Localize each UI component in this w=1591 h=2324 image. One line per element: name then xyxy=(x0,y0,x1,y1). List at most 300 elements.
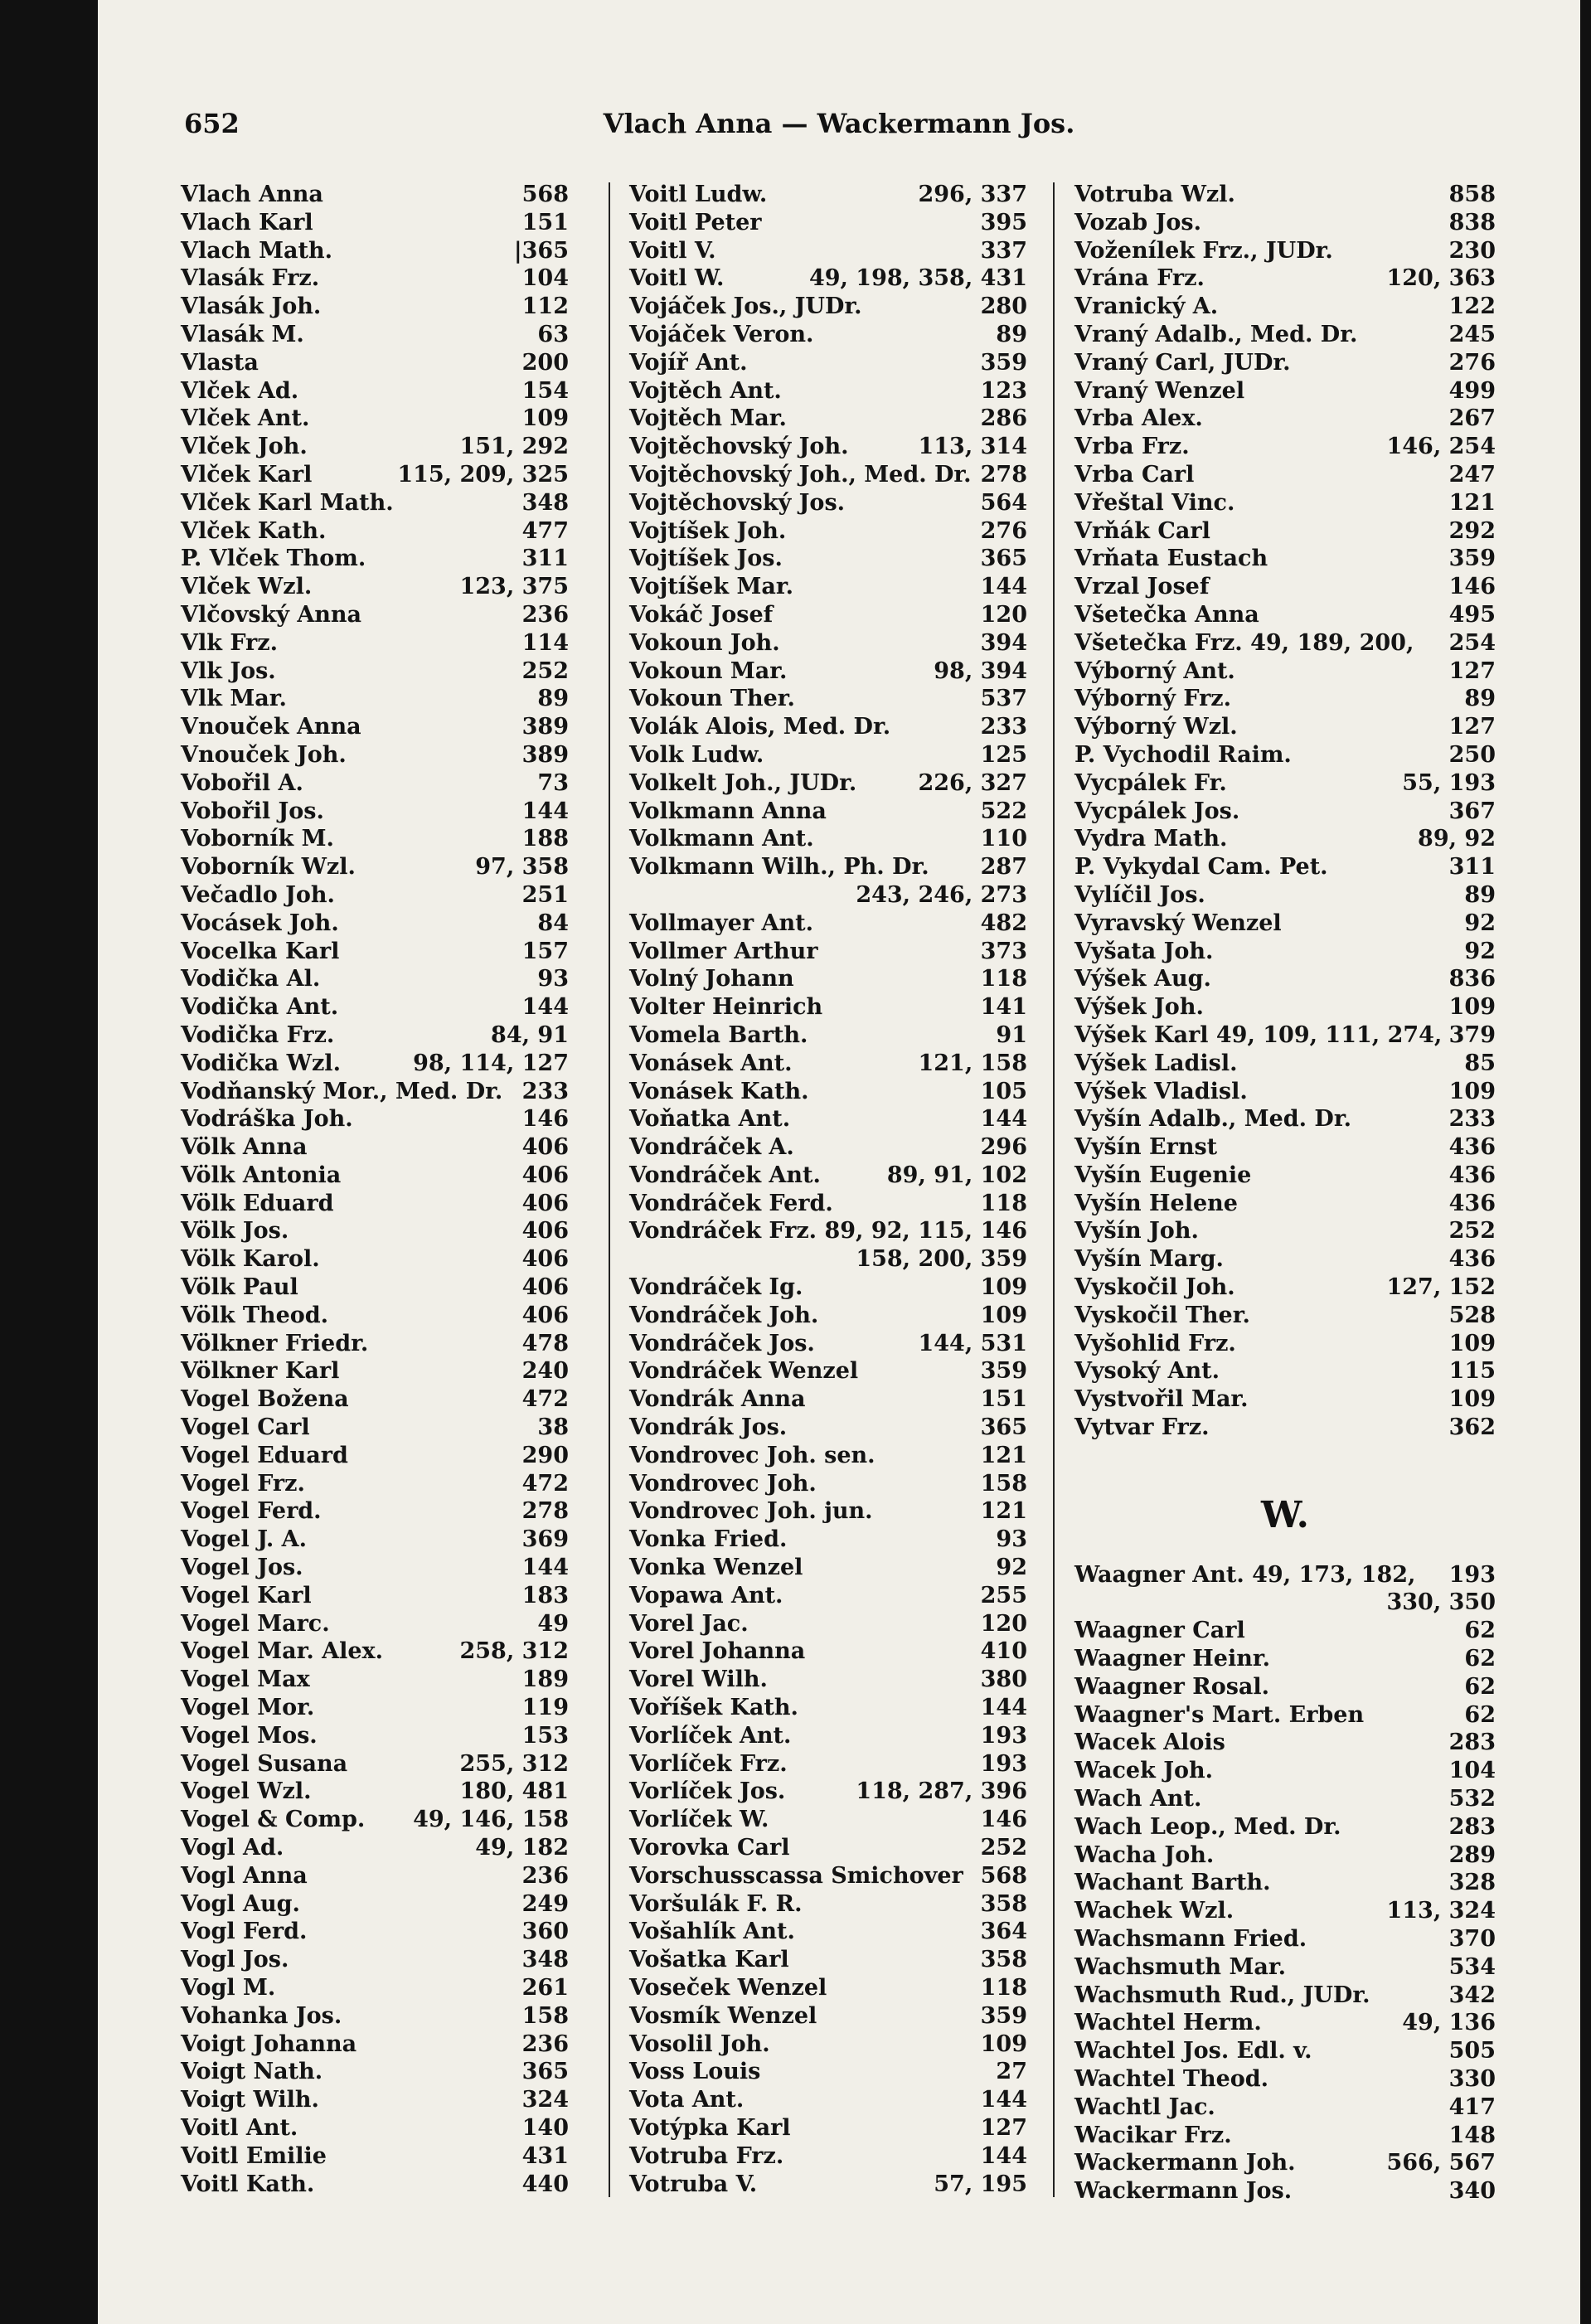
entry-name: Vlk Jos. xyxy=(181,657,276,684)
directory-entry xyxy=(1074,1785,1496,1813)
entry-name: Vondrák Anna xyxy=(629,1386,806,1413)
entry-name: Vogl Ferd. xyxy=(181,1919,308,1945)
directory-entry xyxy=(1074,405,1496,433)
directory-entry xyxy=(629,881,1027,910)
directory-entry xyxy=(181,713,569,741)
directory-entry xyxy=(629,1526,1027,1554)
directory-entry xyxy=(181,1470,569,1498)
directory-entry xyxy=(181,1582,569,1610)
entry-page-refs: 359 xyxy=(1448,546,1496,572)
directory-entry xyxy=(181,2030,569,2059)
directory-entry xyxy=(629,1021,1027,1050)
directory-entry xyxy=(181,1078,569,1106)
entry-name: Vorlíček Frz. xyxy=(629,1750,788,1777)
entry-page-refs: 406 xyxy=(521,1274,569,1301)
entry-page-refs: 105 xyxy=(980,1078,1027,1104)
entry-name: Vystvořil Mar. xyxy=(1074,1386,1249,1413)
entry-page-refs: 115 xyxy=(1448,1358,1496,1385)
entry-name: Vyšohlid Frz. xyxy=(1074,1330,1236,1356)
entry-page-refs: 564 xyxy=(980,489,1027,516)
directory-entry xyxy=(629,1694,1027,1722)
entry-name: Vogel Carl xyxy=(181,1414,310,1441)
entry-name: Wachant Barth. xyxy=(1074,1870,1271,1896)
directory-entry xyxy=(181,1497,569,1526)
directory-entry xyxy=(181,1750,569,1778)
directory-entry xyxy=(1074,2037,1496,2065)
entry-page-refs: 144 xyxy=(980,1106,1027,1133)
directory-entry xyxy=(181,1105,569,1133)
directory-entry xyxy=(1074,881,1496,910)
directory-entry xyxy=(181,2002,569,2030)
entry-page-refs: 98, 394 xyxy=(934,657,1027,684)
entry-page-refs: 122 xyxy=(1448,294,1496,320)
directory-entry xyxy=(629,993,1027,1021)
entry-name: Vojtěch Ant. xyxy=(629,377,782,404)
entry-name: Vondráček Frz. 89, 92, 115, xyxy=(629,1218,973,1244)
entry-page-refs: 236 xyxy=(521,601,569,628)
entry-name: Vyšata Joh. xyxy=(1074,938,1214,964)
entry-page-refs: 93 xyxy=(537,966,569,992)
entry-page-refs: 104 xyxy=(521,265,569,292)
entry-name: P. Vychodil Raim. xyxy=(1074,741,1292,768)
entry-page-refs: 406 xyxy=(521,1302,569,1328)
entry-name: Vojíř Ant. xyxy=(629,349,748,376)
entry-page-refs: 109 xyxy=(980,2030,1027,2057)
entry-name: Vlček Wzl. xyxy=(181,574,313,600)
entry-name: Vonka Fried. xyxy=(629,1526,788,1553)
directory-entry xyxy=(181,1217,569,1245)
entry-page-refs: 499 xyxy=(1448,377,1496,404)
entry-page-refs: 395 xyxy=(980,209,1027,235)
directory-entry xyxy=(181,209,569,237)
entry-page-refs: 49, 198, 358, 431 xyxy=(808,265,1027,292)
entry-name: Vrňata Eustach xyxy=(1074,546,1268,572)
entry-name: Vogel Wzl. xyxy=(181,1778,312,1805)
entry-name: Vojtěch Mar. xyxy=(629,405,787,432)
entry-name: Vrána Frz. xyxy=(1074,265,1205,292)
entry-name: Votýpka Karl xyxy=(629,2114,791,2141)
entry-page-refs: 144 xyxy=(521,798,569,824)
entry-name: Vojtíšek Mar. xyxy=(629,574,793,600)
entry-page-refs: 121 xyxy=(980,1498,1027,1525)
entry-name: Vobořil Jos. xyxy=(181,798,324,824)
entry-page-refs: 267 xyxy=(1448,405,1496,432)
directory-entry xyxy=(1074,1673,1496,1701)
entry-name: Vogel J. A. xyxy=(181,1526,308,1553)
entry-page-refs: 247 xyxy=(1448,461,1496,488)
entry-page-refs: 144 xyxy=(980,1695,1027,1721)
entry-name: Vogel Max xyxy=(181,1667,310,1693)
entry-name: Vyšín Joh. xyxy=(1074,1218,1199,1244)
entry-name: Vojáček Veron. xyxy=(629,321,814,347)
entry-name: Vojtíšek Joh. xyxy=(629,517,787,544)
directory-entry xyxy=(629,1722,1027,1750)
entry-page-refs: 188 xyxy=(521,826,569,852)
directory-entry xyxy=(1074,237,1496,265)
entry-page-refs: 290 xyxy=(521,1442,569,1468)
directory-entry xyxy=(629,629,1027,657)
entry-name: Vojtěchovský Joh. xyxy=(629,434,849,460)
directory-entry xyxy=(629,1834,1027,1862)
entry-name: P. Vykydal Cam. Pet. xyxy=(1074,854,1328,881)
entry-page-refs: 394 xyxy=(980,629,1027,656)
directory-entry xyxy=(629,461,1027,489)
entry-name: Vorlíček Ant. xyxy=(629,1722,792,1749)
entry-page-refs: 153 xyxy=(521,1722,569,1749)
directory-column-2 xyxy=(629,181,1027,2195)
entry-name: Vodňanský Mor., Med. Dr. xyxy=(181,1078,503,1104)
entry-page-refs: 189 xyxy=(521,1667,569,1693)
directory-entry xyxy=(181,1274,569,1302)
directory-entry xyxy=(1074,1245,1496,1274)
directory-entry xyxy=(1074,1925,1496,1953)
entry-name: Vrba Frz. xyxy=(1074,434,1190,460)
directory-entry xyxy=(629,1974,1027,2002)
directory-entry xyxy=(1074,1021,1496,1050)
entry-page-refs: 193 xyxy=(1448,1561,1496,1588)
entry-name: Vodička Frz. xyxy=(181,1021,335,1048)
entry-page-refs: 838 xyxy=(1448,209,1496,235)
entry-page-refs: 183 xyxy=(521,1582,569,1608)
directory-entry xyxy=(1074,1701,1496,1730)
entry-page-refs: 118 xyxy=(980,1190,1027,1216)
entry-name: Vřeštal Vinc. xyxy=(1074,489,1235,516)
entry-name: Výborný Ant. xyxy=(1074,657,1235,684)
entry-page-refs: 532 xyxy=(1448,1786,1496,1812)
entry-page-refs: 522 xyxy=(980,798,1027,824)
directory-entry xyxy=(629,1050,1027,1078)
entry-name: Voigt Johanna xyxy=(181,2030,357,2057)
entry-name: Vosolil Joh. xyxy=(629,2030,770,2057)
entry-page-refs: 278 xyxy=(980,461,1027,488)
entry-name: Vycpálek Jos. xyxy=(1074,798,1240,824)
entry-page-refs: 245 xyxy=(1448,321,1496,347)
entry-name: Wach Ant. xyxy=(1074,1786,1202,1812)
entry-page-refs: 121 xyxy=(1448,489,1496,516)
directory-entry xyxy=(629,321,1027,349)
entry-name: Výšek Ladisl. xyxy=(1074,1050,1238,1076)
entry-name: Vošahlík Ant. xyxy=(629,1919,795,1945)
directory-entry xyxy=(1074,461,1496,489)
entry-name: Vošatka Karl xyxy=(629,1947,789,1973)
entry-name: Výborný Frz. xyxy=(1074,686,1232,712)
directory-entry xyxy=(181,1778,569,1806)
entry-page-refs: 278 xyxy=(521,1498,569,1525)
entry-page-refs: 151, 292 xyxy=(459,434,569,460)
entry-name: Vollmer Arthur xyxy=(629,938,818,964)
entry-name: Vrňák Carl xyxy=(1074,517,1210,544)
entry-page-refs: 324 xyxy=(521,2087,569,2113)
directory-entry xyxy=(629,349,1027,377)
entry-page-refs: 311 xyxy=(521,546,569,572)
entry-name: Volter Heinrich xyxy=(629,994,823,1021)
entry-name: Vogel Ferd. xyxy=(181,1498,322,1525)
entry-page-refs: 358 xyxy=(980,1890,1027,1917)
entry-name: Wachsmuth Mar. xyxy=(1074,1953,1286,1980)
directory-entry xyxy=(181,489,569,517)
entry-page-refs: 365 xyxy=(980,1414,1027,1441)
entry-page-refs: 140 xyxy=(521,2114,569,2141)
entry-name: Volk Ludw. xyxy=(629,741,764,768)
entry-page-refs: 146 xyxy=(1448,574,1496,600)
entry-name: Wacha Joh. xyxy=(1074,1841,1215,1868)
entry-page-refs: 373 xyxy=(980,938,1027,964)
entry-name: Vojtíšek Jos. xyxy=(629,546,783,572)
entry-page-refs: 109 xyxy=(1448,1386,1496,1413)
directory-entry xyxy=(629,1162,1027,1190)
entry-name: Vogel Mar. Alex. xyxy=(181,1638,384,1665)
entry-name: Vodička Al. xyxy=(181,966,321,992)
entry-page-refs: 92 xyxy=(1464,938,1496,964)
entry-name: Vota Ant. xyxy=(629,2087,745,2113)
directory-entry xyxy=(629,545,1027,573)
entry-name: Voborník M. xyxy=(181,826,334,852)
entry-page-refs: 62 xyxy=(1464,1701,1496,1728)
entry-page-refs: 144 xyxy=(521,1555,569,1581)
entry-name: Völk Paul xyxy=(181,1274,298,1301)
entry-name: Vyšín Eugenie xyxy=(1074,1162,1252,1188)
directory-entry xyxy=(629,1330,1027,1358)
entry-name: Vlček Joh. xyxy=(181,434,308,460)
entry-name: Vlček Karl xyxy=(181,461,313,488)
entry-page-refs: 49 xyxy=(537,1610,569,1637)
directory-entry xyxy=(1074,1414,1496,1442)
entry-name: Vlasák Frz. xyxy=(181,265,320,292)
entry-page-refs: 158 xyxy=(521,2002,569,2029)
directory-entry xyxy=(629,489,1027,517)
entry-page-refs: 146 xyxy=(980,1807,1027,1833)
directory-entry xyxy=(181,1637,569,1666)
entry-name: Vogel Eduard xyxy=(181,1442,348,1468)
entry-name: Voršulák F. R. xyxy=(629,1890,803,1917)
entry-name: Vysoký Ant. xyxy=(1074,1358,1220,1385)
directory-entry xyxy=(1074,517,1496,546)
directory-column-3 xyxy=(1074,181,1496,2205)
directory-entry xyxy=(1074,2122,1496,2150)
entry-page-refs: 84, 91 xyxy=(491,1021,569,1048)
entry-name: Voitl Emilie xyxy=(181,2142,327,2169)
directory-entry xyxy=(1074,2065,1496,2094)
entry-page-refs: 568 xyxy=(521,182,569,207)
entry-page-refs: 119 xyxy=(521,1695,569,1721)
directory-entry xyxy=(181,264,569,293)
entry-page-refs: 27 xyxy=(996,2059,1027,2085)
entry-name: Vogl M. xyxy=(181,1975,276,2001)
entry-name: Vodička Ant. xyxy=(181,994,339,1021)
directory-entry xyxy=(181,2086,569,2114)
entry-page-refs: 283 xyxy=(1448,1730,1496,1756)
directory-entry xyxy=(1074,769,1496,798)
entry-name: Waagner Rosal. xyxy=(1074,1673,1270,1700)
entry-page-refs: 280 xyxy=(980,294,1027,320)
directory-entry xyxy=(1074,853,1496,881)
entry-name: Voříšek Kath. xyxy=(629,1695,798,1721)
directory-entry xyxy=(181,601,569,629)
entry-page-refs: 258, 312 xyxy=(459,1638,569,1665)
directory-entry xyxy=(629,517,1027,546)
entry-page-refs: 120 xyxy=(980,1610,1027,1637)
directory-entry xyxy=(629,1470,1027,1498)
entry-page-refs: 49, 146, 158 xyxy=(413,1807,569,1833)
entry-page-refs: 389 xyxy=(521,741,569,768)
directory-entry xyxy=(181,2171,569,2199)
directory-entry xyxy=(1074,1869,1496,1897)
entry-name: Vocelka Karl xyxy=(181,938,340,964)
entry-name: Vondráček Ig. xyxy=(629,1274,803,1301)
directory-entry xyxy=(1074,573,1496,601)
entry-name: Votruba V. xyxy=(629,2171,758,2197)
directory-entry xyxy=(181,910,569,938)
entry-name: Vozab Jos. xyxy=(1074,209,1201,235)
entry-name: Wacek Alois xyxy=(1074,1730,1225,1756)
entry-page-refs: 141 xyxy=(980,994,1027,1021)
directory-entry xyxy=(629,853,1027,881)
directory-entry xyxy=(629,657,1027,686)
entry-page-refs: 144 xyxy=(980,2142,1027,2169)
directory-entry xyxy=(629,965,1027,993)
entry-page-refs: 417 xyxy=(1448,2094,1496,2120)
entry-name: Waagner's Mart. Erben xyxy=(1074,1701,1365,1728)
entry-name: Vorel Wilh. xyxy=(629,1667,768,1693)
directory-entry xyxy=(181,2142,569,2171)
entry-name: Volák Alois, Med. Dr. xyxy=(629,714,891,740)
entry-page-refs: 436 xyxy=(1448,1162,1496,1188)
entry-name: Vokoun Joh. xyxy=(629,629,780,656)
entry-name: Vobořil A. xyxy=(181,769,303,796)
directory-entry xyxy=(181,1974,569,2002)
directory-entry xyxy=(1074,601,1496,629)
directory-entry xyxy=(1074,1589,1496,1617)
entry-page-refs: 358 xyxy=(980,1947,1027,1973)
directory-entry xyxy=(629,2142,1027,2171)
directory-entry xyxy=(629,685,1027,713)
entry-name: Vondráček Ferd. xyxy=(629,1190,833,1216)
directory-entry xyxy=(1074,685,1496,713)
entry-page-refs: 146 xyxy=(980,1218,1027,1244)
entry-name: Vonásek Kath. xyxy=(629,1078,809,1104)
entry-page-refs: 364 xyxy=(980,1919,1027,1945)
entry-name: Vorovka Carl xyxy=(629,1835,790,1861)
directory-entry xyxy=(629,769,1027,798)
entry-page-refs: 367 xyxy=(1448,798,1496,824)
entry-page-refs: 230 xyxy=(1448,237,1496,264)
section-heading: W. xyxy=(1261,1493,1309,1536)
entry-name: Vopawa Ant. xyxy=(629,1582,783,1608)
directory-entry xyxy=(181,881,569,910)
directory-entry xyxy=(181,741,569,769)
entry-name: Vogel Božena xyxy=(181,1386,349,1413)
entry-page-refs: 292 xyxy=(1448,517,1496,544)
entry-name: Voženílek Frz., JUDr. xyxy=(1074,237,1333,264)
directory-entry xyxy=(629,237,1027,265)
directory-entry xyxy=(1074,2009,1496,2037)
directory-entry xyxy=(629,1414,1027,1442)
directory-entry xyxy=(1074,1162,1496,1190)
entry-page-refs: 568 xyxy=(980,1862,1027,1889)
directory-entry xyxy=(181,993,569,1021)
directory-entry xyxy=(1074,1561,1496,1589)
directory-entry xyxy=(1074,377,1496,405)
entry-page-refs: 440 xyxy=(521,2171,569,2197)
entry-name: Vogl Aug. xyxy=(181,1890,300,1917)
directory-entry xyxy=(1074,489,1496,517)
directory-entry xyxy=(1074,433,1496,461)
entry-name: Vyskočil Ther. xyxy=(1074,1302,1250,1328)
entry-page-refs: 836 xyxy=(1448,966,1496,992)
directory-entry xyxy=(181,1610,569,1638)
entry-name: Waagner Heinr. xyxy=(1074,1646,1270,1672)
entry-name: Voitl Kath. xyxy=(181,2171,315,2197)
entry-page-refs: 365 xyxy=(521,2059,569,2085)
directory-entry xyxy=(1074,1078,1496,1106)
directory-entry xyxy=(1074,825,1496,853)
directory-entry xyxy=(629,1217,1027,1245)
entry-page-refs: 154 xyxy=(521,377,569,404)
entry-name: Volkmann Wilh., Ph. Dr. xyxy=(629,854,929,881)
entry-page-refs: 62 xyxy=(1464,1673,1496,1700)
entry-page-refs: 226, 327 xyxy=(918,769,1027,796)
entry-page-refs: 472 xyxy=(521,1386,569,1413)
entry-name: Vlach Anna xyxy=(181,182,323,207)
entry-page-refs: 252 xyxy=(1448,1218,1496,1244)
directory-entry xyxy=(181,1021,569,1050)
entry-name: Všetečka Frz. 49, 189, 200, xyxy=(1074,629,1414,656)
entry-name: Vorel Johanna xyxy=(629,1638,806,1665)
entry-name: Vorel Jac. xyxy=(629,1610,749,1637)
entry-page-refs: 289 xyxy=(1448,1841,1496,1868)
entry-name: Vocásek Joh. xyxy=(181,910,339,936)
directory-entry xyxy=(1074,1897,1496,1925)
directory-entry xyxy=(181,1245,569,1274)
directory-entry xyxy=(181,1330,569,1358)
entry-page-refs: 89 xyxy=(1464,881,1496,908)
entry-name: Vnouček Anna xyxy=(181,714,361,740)
entry-page-refs: 57, 195 xyxy=(934,2171,1027,2197)
entry-page-refs: 233 xyxy=(980,714,1027,740)
entry-name: Vondráček Wenzel xyxy=(629,1358,859,1385)
entry-name: Vondráček Joh. xyxy=(629,1302,819,1328)
entry-name: Vlach Karl xyxy=(181,209,313,235)
entry-page-refs: 89, 92 xyxy=(1418,826,1496,852)
entry-page-refs: 283 xyxy=(1448,1813,1496,1840)
entry-page-refs: 858 xyxy=(1448,182,1496,207)
directory-entry xyxy=(181,1302,569,1330)
entry-name: Vrba Carl xyxy=(1074,461,1195,488)
entry-page-refs: 118, 287, 396 xyxy=(856,1778,1027,1805)
entry-page-refs: 389 xyxy=(521,714,569,740)
directory-entry xyxy=(629,2002,1027,2030)
directory-entry xyxy=(1074,1105,1496,1133)
directory-entry xyxy=(1074,713,1496,741)
entry-name: Voňatka Ant. xyxy=(629,1106,791,1133)
entry-page-refs: 144 xyxy=(521,994,569,1021)
entry-name: Vogel Mos. xyxy=(181,1722,318,1749)
entry-name: Všetečka Anna xyxy=(1074,601,1259,628)
directory-entry xyxy=(181,349,569,377)
entry-name: Volkelt Joh., JUDr. xyxy=(629,769,857,796)
directory-entry xyxy=(181,1834,569,1862)
entry-name: Vojtěchovský Jos. xyxy=(629,489,846,516)
directory-entry xyxy=(181,1414,569,1442)
entry-page-refs: 193 xyxy=(980,1722,1027,1749)
entry-page-refs: 362 xyxy=(1448,1414,1496,1441)
entry-name: Vylíčil Jos. xyxy=(1074,881,1205,908)
spacer xyxy=(1074,1442,1496,1470)
entry-name: Voitl Peter xyxy=(629,209,762,235)
directory-entry xyxy=(629,2086,1027,2114)
entry-page-refs: 113, 314 xyxy=(918,434,1027,460)
entry-page-refs: 109 xyxy=(980,1274,1027,1301)
